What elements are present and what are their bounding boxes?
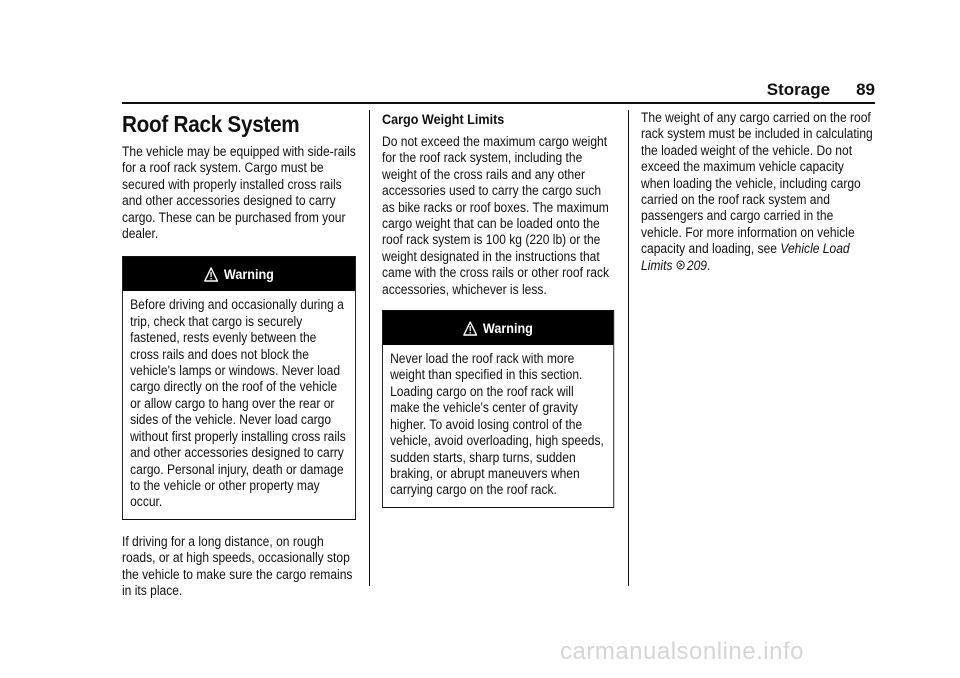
- reference-page-number[interactable]: 209: [686, 257, 707, 273]
- page-header: [122, 80, 875, 100]
- vehicle-weight-paragraph: [641, 110, 875, 274]
- section-name: Storage: [766, 80, 831, 99]
- subsection-title: Cargo Weight Limits: [382, 111, 505, 127]
- cross-reference-link[interactable]: Vehicle Load Limits: [641, 241, 850, 273]
- intro-paragraph: The vehicle may be equipped with side-rails for a roof rack system. Cargo must be secured with properly installed cross rails and other accessories designed to carry cargo. These can be purchased from your dealer.: [122, 144, 356, 242]
- warning-header: [123, 257, 355, 291]
- warning-text: Before driving and occasionally during a trip, check that cargo is securely fastened, rests evenly between the cross rails and does not block the vehicle's lamps or windows. Never load cargo directly on the roof of the vehicle or allow cargo to hang over the rear or sides of the vehicle. Never load cargo without first properly installing cross rails and other accessories designed to carry cargo. Personal injury, death or damage to the vehicle or other property may occur.: [130, 297, 346, 510]
- cargo-limit-paragraph: Do not exceed the maximum cargo weight for the roof rack system, including the weight of the cross rails and any other accessories used to carry the cargo such as bike racks or roof boxes. The maximum cargo weight that can be loaded onto the roof rack system is 100 kg (220 lb) or the weight designated in the instructions that came with the cross rails or other roof rack accessories, whichever is less.: [382, 134, 610, 297]
- column-divider-2: [628, 110, 629, 586]
- warning-header: [383, 311, 613, 345]
- column-3: [641, 110, 875, 274]
- page-reference-icon: [676, 260, 685, 270]
- warning-text: Never load the roof rack with more weight than specified in this section. Loading cargo on the roof rack will make the vehicle's center of gravity higher. To avoid losing control of the vehicle, avoid overloading, high speeds, sudden starts, sharp turns, sudden braking, or abrupt maneuvers when carrying cargo on the roof rack.: [390, 351, 604, 498]
- column-divider-1: [369, 110, 370, 586]
- column-1: [122, 110, 356, 599]
- header-rule: [122, 102, 875, 104]
- warning-icon: [204, 267, 218, 282]
- column-2: [382, 110, 614, 522]
- closing-paragraph: If driving for a long distance, on rough roads, or at high speeds, occasionally stop the vehicle to make sure the cargo remains in its place.: [122, 533, 353, 598]
- reference-suffix: .: [706, 257, 711, 273]
- watermark: carmanualsonline.info: [560, 638, 804, 665]
- warning-icon: [463, 321, 477, 336]
- warning-label: Warning: [223, 266, 274, 283]
- warning-box-2: [382, 310, 614, 508]
- section-title: Roof Rack System: [122, 111, 300, 137]
- paragraph-text: The weight of any cargo carried on the roof rack system must be included in calculating the loaded weight of the vehicle. Do not exceed the maximum vehicle capacity when loading the vehicle, including cargo carried on the roof rack system and passengers and cargo carried in the vehicle. For more information on vehicle capacity and loading, see: [641, 110, 873, 257]
- warning-box-1: [122, 256, 356, 519]
- page-number: 89: [856, 80, 875, 99]
- warning-label: Warning: [482, 319, 533, 336]
